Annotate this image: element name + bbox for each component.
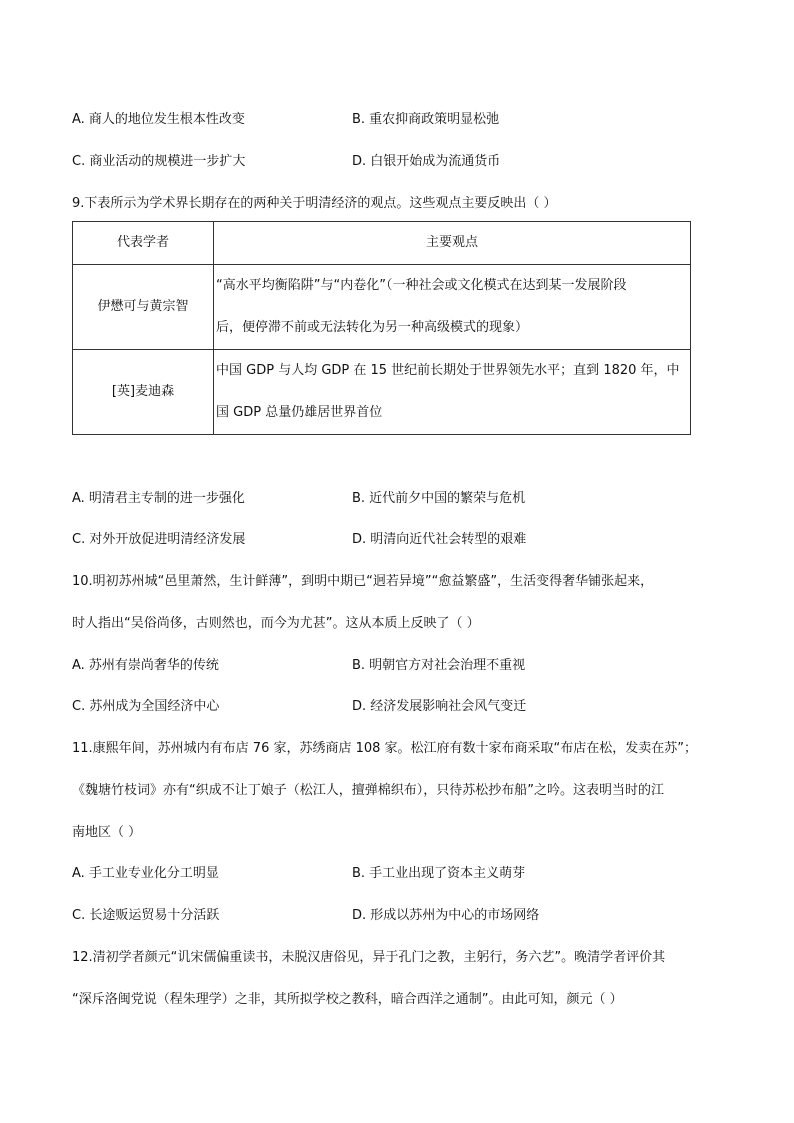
q8-option-c: C. 商业活动的规模进一步扩大 <box>72 154 246 169</box>
q11-stem-line: 南地区（ ） <box>72 825 142 840</box>
q9-viewpoints-table <box>72 221 691 435</box>
q10-option-c: C. 苏州成为全国经济中心 <box>72 699 220 714</box>
q11-option-b: B. 手工业出现了资本主义萌芽 <box>352 866 526 881</box>
q11-option-a: A. 手工业专业化分工明显 <box>72 866 219 881</box>
q9-option-b: B. 近代前夕中国的繁荣与危机 <box>352 491 526 506</box>
q11-option-d: D. 形成以苏州为中心的市场网络 <box>352 908 540 923</box>
q9-option-c: C. 对外开放促进明清经济发展 <box>72 532 246 547</box>
q10-option-a: A. 苏州有崇尚奢华的传统 <box>72 658 219 673</box>
view-line: 中国 GDP 与人均 GDP 在 15 世纪前长期处于世界领先水平；直到 1820 年，中 <box>216 363 680 378</box>
q8-option-a: A. 商人的地位发生根本性改变 <box>72 112 245 127</box>
q12-stem-line: “深斥洛闽党说（程朱理学）之非，其所拟学校之教科，暗合西洋之通制”。由此可知，颜元（ ） <box>72 992 623 1007</box>
q9-option-d: D. 明清向近代社会转型的艰难 <box>352 532 527 547</box>
q8-option-b: B. 重农抑商政策明显松弛 <box>352 112 500 127</box>
table-row <box>73 265 691 350</box>
q12-stem-line: 12.清初学者颜元“讥宋儒偏重读书，未脱汉唐俗见，异于孔门之教，主躬行，务六艺”。晚清学者评价其 <box>72 950 666 965</box>
view-cell <box>214 265 691 350</box>
table-row <box>73 350 691 435</box>
view-line: “高水平均衡陷阱”与“内卷化”（一种社会或文化模式在达到某一发展阶段 <box>216 278 627 293</box>
view-cell <box>214 350 691 435</box>
view-line: 后，便停滞不前或无法转化为另一种高级模式的现象） <box>216 320 529 335</box>
table-header-row <box>73 222 691 265</box>
header-scholar: 代表学者 <box>73 222 214 265</box>
q11-stem-line: 《魏塘竹枝词》亦有“织成不让丁娘子（松江人，擅弹棉织布），只待苏松抄布船”之吟。这表明当时的江 <box>72 783 664 798</box>
q10-stem-line: 时人指出“吴俗尚侈，古则然也，而今为尤甚”。这从本质上反映了（ ） <box>72 616 480 631</box>
q9-option-a: A. 明清君主专制的进一步强化 <box>72 491 245 506</box>
q11-option-c: C. 长途贩运贸易十分活跃 <box>72 908 220 923</box>
q11-stem-line: 11.康熙年间，苏州城内有布店 76 家，苏绣商店 108 家。松江府有数十家布商采取“布店在松，发卖在苏”； <box>72 741 698 756</box>
q10-option-d: D. 经济发展影响社会风气变迁 <box>352 699 527 714</box>
header-view: 主要观点 <box>214 222 691 265</box>
view-line: 国 GDP 总量仍雄居世界首位 <box>216 405 383 420</box>
q10-stem-line: 10.明初苏州城“邑里萧然，生计鲜薄”，到明中期已“迥若异境”“愈益繁盛”，生活变得奢华铺张起来， <box>72 574 654 589</box>
q8-option-d: D. 白银开始成为流通货币 <box>352 154 501 169</box>
q10-option-b: B. 明朝官方对社会治理不重视 <box>352 658 526 673</box>
q9-stem: 9.下表所示为学术界长期存在的两种关于明清经济的观点。这些观点主要反映出（ ） <box>72 196 557 211</box>
scholar-cell: 伊懋可与黄宗智 <box>73 265 214 350</box>
scholar-cell: [英]麦迪森 <box>73 350 214 435</box>
